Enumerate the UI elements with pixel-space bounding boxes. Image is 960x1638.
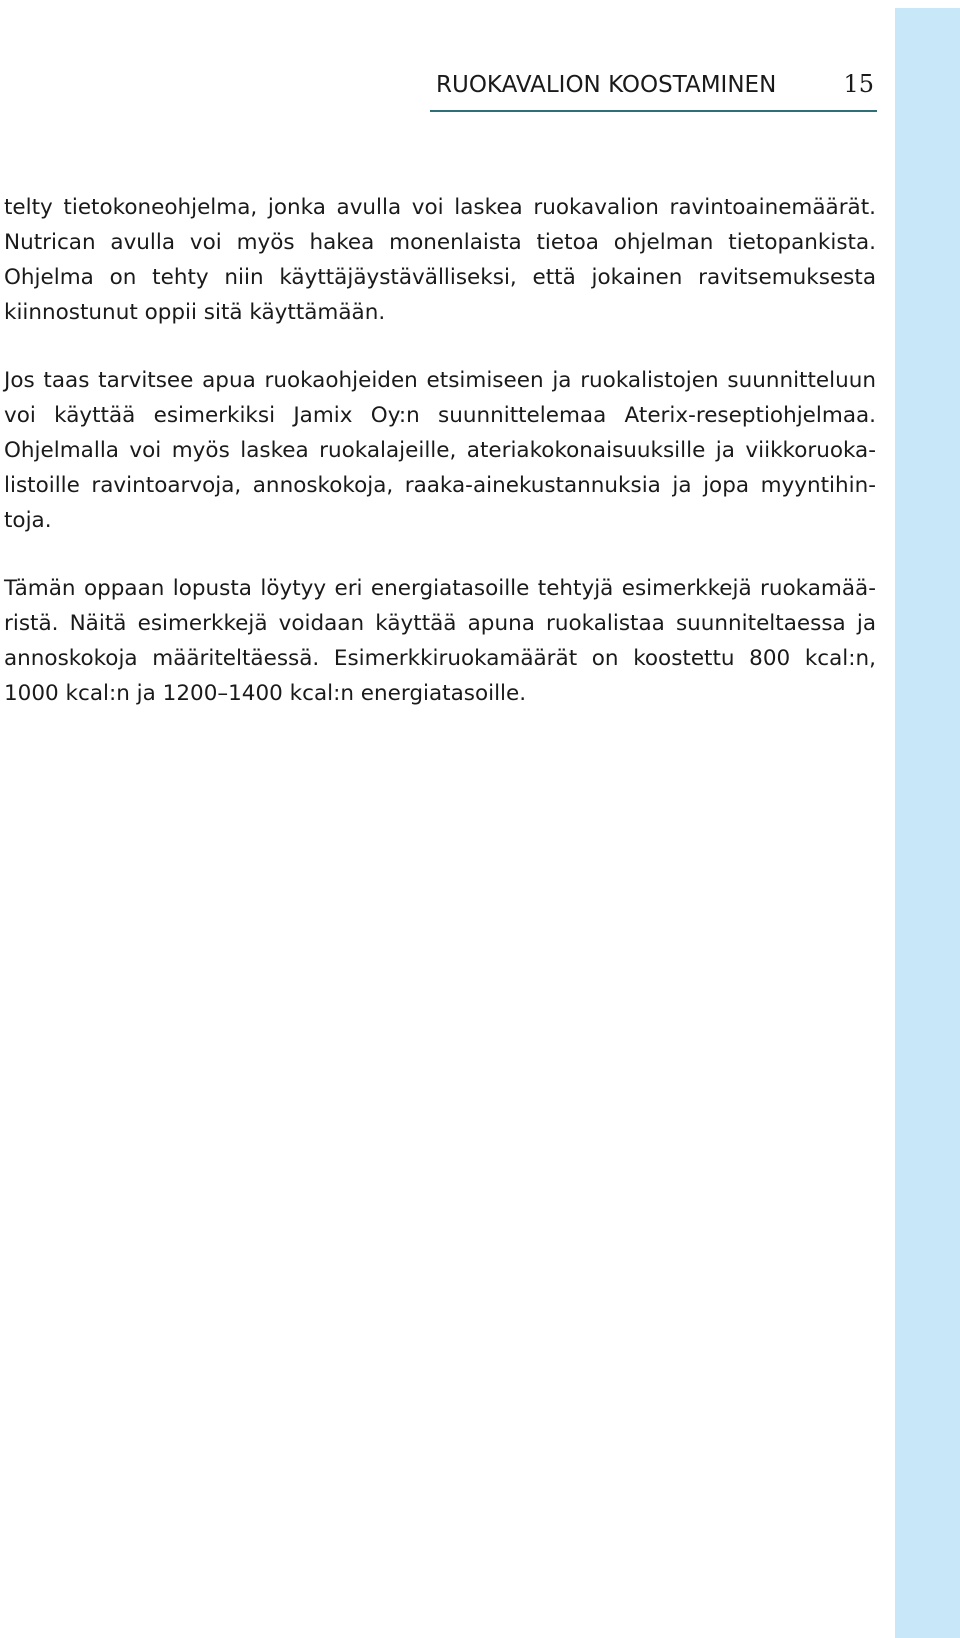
paragraph-2: Jos taas tarvitsee apua ruokaohjeiden etsimiseen ja ruokalistojen suunnitteluun voi käyttää esimerkiksi Jamix Oy:n suunnittelemaa Aterix-reseptiohjelmaa. Ohjelmalla voi myös laskea ruokalajeille, ateriakokonaisuuksille ja viikkoruokalistoille ravintoarvoja, annoskokoja, raaka-ainekustannuksia ja jopa myyntihintoja. (4, 368, 876, 533)
page-number: 15 (843, 70, 874, 98)
header-title: RUOKAVALION KOOSTAMINEN (436, 72, 777, 98)
body-text (4, 190, 876, 711)
header-rule (430, 110, 877, 112)
running-header (430, 72, 880, 108)
paragraph-3: Tämän oppaan lopusta löytyy eri energiatasoille tehtyjä esimerkkejä ruokamääristä. Näitä esimerkkejä voidaan käyttää apuna ruokalistaa suunniteltaessa ja annoskokoja määriteltäessä. Esimerkkiruokamäärät on koostettu 800 kcal:n, 1000 kcal:n ja 1200–1400 kcal:n energiatasoille. (4, 576, 876, 706)
side-color-band (895, 8, 960, 1638)
paragraph-1: telty tietokoneohjelma, jonka avulla voi laskea ruokavalion ravintoainemäärät. Nutrican avulla voi myös hakea monenlaista tietoa ohjelman tietopankista. Ohjelma on tehty niin käyttäjäystävälliseksi, että jokainen ravitsemuksesta kiinnostunut oppii sitä käyttämään. (4, 195, 876, 325)
